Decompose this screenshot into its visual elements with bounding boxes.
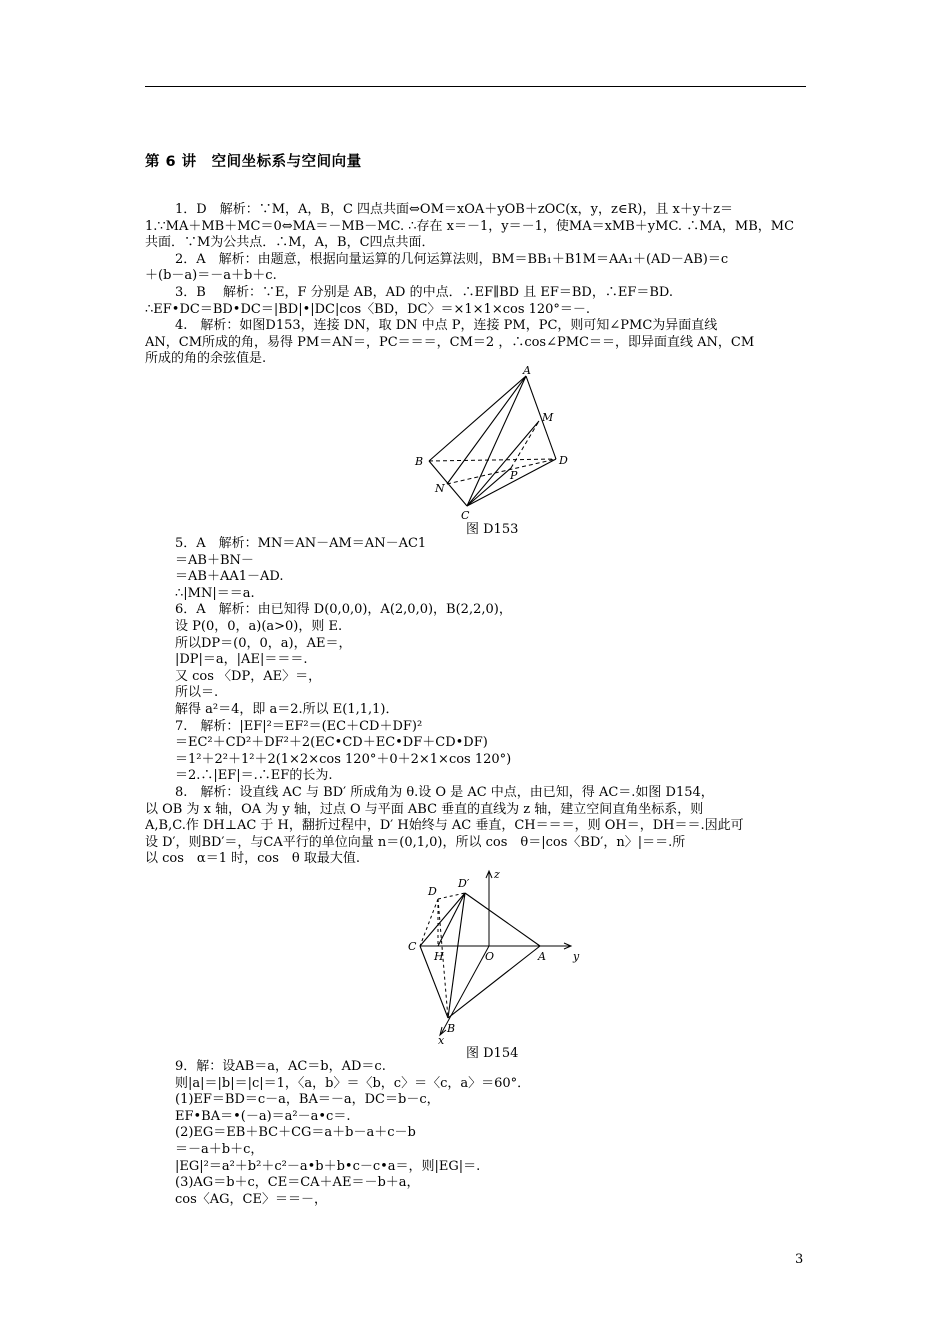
label-n: N <box>435 482 445 495</box>
label-d: D <box>559 454 568 467</box>
text-line: ∴|MN|＝＝a. <box>175 585 255 601</box>
text-line: ＝EC²＋CD²＋DF²＋2(EC•CD＋EC•DF＋CD•DF) <box>175 735 488 751</box>
label-a: A <box>523 365 531 377</box>
page-number: 3 <box>795 1252 804 1267</box>
edge-dpb <box>448 893 465 1018</box>
text-line: 所成的角的余弦值是. <box>145 351 267 367</box>
edge-an <box>447 376 526 484</box>
edge-dn-hidden <box>447 459 556 484</box>
text-line: ＋(b－a)＝－a＋b＋c. <box>145 268 277 284</box>
label-o: O <box>485 950 495 963</box>
label-x: x <box>438 1034 445 1046</box>
edge-cd <box>467 459 556 506</box>
text-line: (2)EG＝EB＋BC＋CG＝a＋b－a＋c－b <box>175 1125 416 1141</box>
text-line: 4. 解析：如图D153，连接 DN，取 DN 中点 P，连接 PM，PC，则可知∠PMC为异面直线 <box>175 318 718 334</box>
text-line: 所以DP＝(0，0，a)，AE＝， <box>175 635 352 651</box>
label-m: M <box>542 411 554 424</box>
figure-caption-d153: 图 D153 <box>466 522 519 537</box>
edge-pc <box>467 468 511 506</box>
section-title: 第 6 讲 空间坐标系与空间向量 <box>145 154 362 170</box>
edge-dc-dashed <box>420 899 438 946</box>
text-line: ＝－a＋b＋c， <box>175 1141 264 1157</box>
edge-ab <box>429 376 526 461</box>
label-dprime: D′ <box>458 877 470 890</box>
text-line: cos〈AG，CE〉＝＝－， <box>175 1191 327 1207</box>
label-b: B <box>447 1022 456 1035</box>
label-y: y <box>573 950 580 963</box>
x-axis <box>441 946 489 1034</box>
text-line: 5．A 解析：MN＝AN－AM＝AN－AC1 <box>175 536 427 551</box>
label-b: B <box>415 455 424 468</box>
text-line: 则|a|＝|b|＝|c|＝1，〈a，b〉＝〈b，c〉＝〈c，a〉＝60°． <box>175 1075 531 1091</box>
text-line: A,B,C.作 DH⊥AC 于 H，翻折过程中，D′ H始终与 AC 垂直，CH＝＝＝，则 OH＝，DH＝＝.因此可 <box>145 818 744 834</box>
edge-bd-hidden <box>429 459 556 461</box>
label-c: C <box>408 940 417 953</box>
text-line: 1.∵MA＋MB＋MC＝0⇔MA＝－MB－MC. ∴存在 x＝－1，y＝－1，使MA＝xMB＋yMC. ∴MA，MB，MC <box>145 218 795 234</box>
text-line: |EG|²＝a²＋b²＋c²－a•b＋b•c－c•a＝，则|EG|＝. <box>175 1158 481 1174</box>
label-z: z <box>494 868 500 881</box>
text-line: 8. 解析：设直线 AC 与 BD′ 所成角为 θ.设 O 是 AC 中点，由已知，得 AC＝.如图 D154， <box>175 784 714 800</box>
text-line: 9．解：设AB＝a，AC＝b，AD＝c. <box>175 1059 386 1074</box>
text-line: ＝2.∴|EF|＝.∴EF的长为. <box>175 768 333 784</box>
text-line: 2．A 解析：由题意，根据向量运算的几何运算法则，BM＝BB₁＋B1M＝AA₁＋(AD－AB)＝c <box>175 251 729 267</box>
edge-ac <box>467 376 526 506</box>
figure-caption-d154: 图 D154 <box>466 1046 519 1061</box>
text-line: 以 cos α＝1 时，cos θ 取最大值. <box>145 851 360 867</box>
text-line: 6．A 解析：由已知得 D(0,0,0)，A(2,0,0)，B(2,2,0)， <box>175 602 512 618</box>
solutions-block-2 <box>145 536 805 868</box>
label-d: D <box>428 885 437 898</box>
text-line: ＝1²＋2²＋1²＋2(1×2×cos 120°＋0＋2×1×cos 120°) <box>175 751 512 767</box>
text-line: 7. 解析：|EF|²＝EF²＝(EC＋CD＋DF)² <box>175 718 423 734</box>
label-p: P <box>510 469 518 482</box>
text-line: ∴EF•DC＝BD•DC＝|BD|•|DC|cos〈BD，DC〉＝×1×1×cos 120°＝－. <box>145 301 591 317</box>
text-line: EF•BA＝•(－a)＝a²－a•c＝. <box>175 1108 351 1124</box>
text-line: 1．D 解析：∵M，A，B，C 四点共面⇔OM＝xOA＋yOB＋zOC(x，y，z∈R)，且 x＋y＋z＝ <box>175 202 734 217</box>
text-line: 共面．∵M为公共点．∴M，A，B，C四点共面． <box>145 235 435 251</box>
text-line: 解得 a²＝4，即 a＝2.所以 E(1,1,1)． <box>175 701 399 717</box>
header-rule <box>145 86 806 87</box>
text-line: 以 OB 为 x 轴，OA 为 y 轴，过点 O 与平面 ABC 垂直的直线为 z 轴，建立空间直角坐标系，则 <box>145 801 704 817</box>
edge-dpa <box>465 893 540 946</box>
edge-pm-hidden <box>511 421 539 468</box>
solutions-block-1 <box>145 202 805 368</box>
label-a: A <box>538 950 546 963</box>
text-line: 设 D′，则BD′＝，与CA平行的单位向量 n＝(0,1,0)，所以 cos θ＝|cos〈BD′，n〉|＝＝.所 <box>145 834 686 850</box>
text-line: ＝AB＋BN－ <box>175 552 254 568</box>
solutions-block-3 <box>175 1059 805 1208</box>
figure-d153 <box>410 365 580 525</box>
figure-d154 <box>398 866 588 1046</box>
text-line: 3．B 解析：∵E，F 分别是 AB，AD 的中点．∴EF∥BD 且 EF＝BD，∴EF＝BD. <box>175 284 674 300</box>
text-line: 又 cos 〈DP，AE〉＝， <box>175 668 322 684</box>
text-line: 所以＝. <box>175 685 219 701</box>
text-line: (3)AG＝b＋c，CE＝CA＋AE＝－b＋a， <box>175 1175 420 1191</box>
text-line: (1)EF＝BD＝c－a，BA＝－a，DC＝b－c， <box>175 1092 440 1108</box>
label-h: H <box>434 950 444 963</box>
text-line: ＝AB＋AA1－AD. <box>175 569 284 585</box>
text-line: |DP|＝a，|AE|＝＝＝. <box>175 652 308 668</box>
edge-cm <box>467 421 539 506</box>
text-line: AN，CM所成的角，易得 PM＝AN＝，PC＝＝＝，CM＝2 ，∴cos∠PMC＝＝，即异面直线 AN，CM <box>145 334 755 350</box>
text-line: 设 P(0，0，a)(a>0)，则 E. <box>175 618 343 634</box>
label-c: C <box>461 509 470 522</box>
